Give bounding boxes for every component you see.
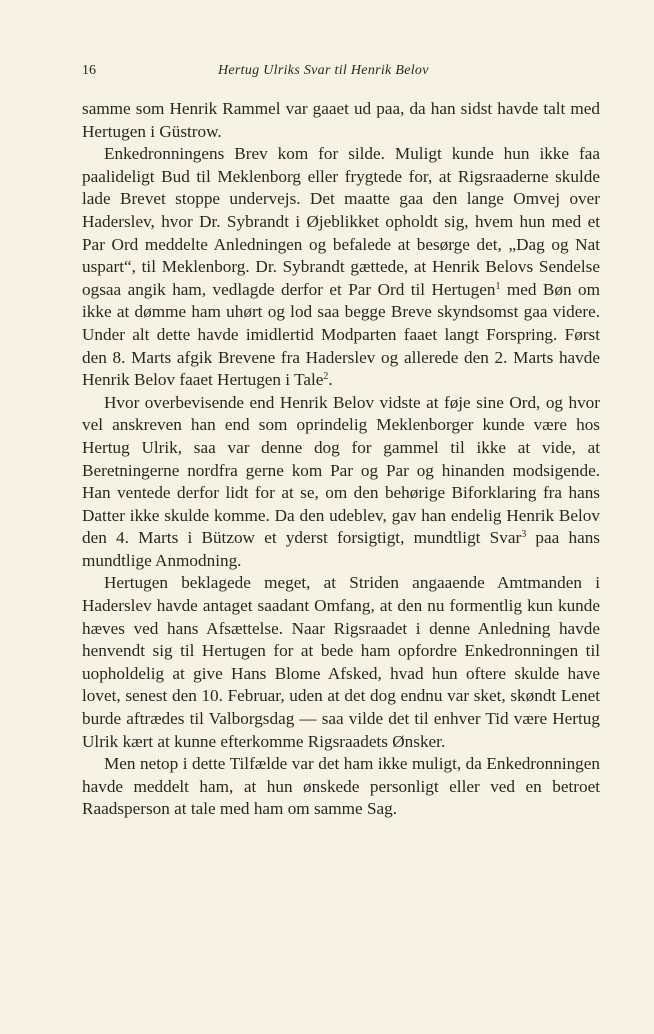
running-title: Hertug Ulriks Svar til Henrik Belov: [218, 63, 429, 78]
paragraph-continuation: samme som Henrik Rammel var gaaet ud paa, da han sidst havde talt med Hertugen i Güstrow.: [82, 99, 600, 141]
paragraph-final: Men netop i dette Tilfælde var det ham ikke muligt, da Enkedronningen havde meddelt ham, at hun ønskede personligt eller ved en betroet Raadsperson at tale med ham om samme Sag.: [82, 754, 600, 819]
paragraph-reply: Hvor overbevisende end Henrik Belov vidste at føje sine Ord, og hvor vel anskreven han end som oprindelig Meklenborger kunde være hos Hertug Ulrik, saa var denne dog for gammel til ikke at vide, at Beretningerne nordfra gerne kom Par og Par og hinanden modsigende. Han ventede derfor lidt for at se, om den behørige Biforklaring fra hans Datter ikke skulde komme. Da den udeblev, gav han endelig Henrik Belov den 4. Marts i Bützow et yderst forsigtigt, mundtligt Svar$^3$ paa hans mundtlige Anmodning.: [82, 392, 601, 570]
paragraph-regret: Hertugen beklagede meget, at Striden angaaende Amtmanden i Haderslev havde antaget saadant Omfang, at den nu formentlig kun kunde hæves ved hans Afsættelse. Naar Rigsraadet i denne Anledning havde henvendt sig til Hertugen for at bede ham opfordre Enkedronningen til uopholdelig at give Hans Blome Afsked, hvad hun oftere skulde have lovet, senest den 10. Februar, uden at det dog endnu var sket, skøndt Lenet burde aftrædes til Valborgsdag — saa vilde det til enhver Tid være Hertug Ulrik kært at kunne efterkomme Rigsraadets Ønsker.: [82, 573, 600, 751]
page-number: 16: [82, 63, 96, 78]
running-head: [82, 63, 602, 83]
body-text: [82, 98, 600, 821]
footnote-marker: 2: [323, 371, 329, 383]
paragraph-letter: Enkedronningens Brev kom for silde. Muligt kunde hun ikke faa paalideligt Bud til Meklenborg eller frygtede for, at Rigsraaderne skulde lade Brevet stoppe undervejs. Det maatte gaa den lange Omvej over Haderslev, hvor Dr. Sybrandt i Øjeblikket opholdt sig, hvem hun med et Par Ord meddelte Anledningen og befalede at besørge det, „Dag og Nat uspart“, til Meklenborg. Dr. Sybrandt gættede, at Henrik Belovs Sendelse ogsaa angik ham, vedlagde derfor et Par Ord til Hertugen$^1$ med Bøn om ikke at dømme ham uhørt og lod saa begge Breve skyndsomst gaa videre. Under alt dette havde imidlertid Modparten faaet langt Forspring. Først den 8. Marts afgik Brevene fra Haderslev og allerede den 2. Marts havde Henrik Belov faaet Hertugen i Tale$^2$.: [82, 144, 600, 390]
footnote-marker: 3: [521, 529, 527, 541]
footnote-marker: 1: [495, 280, 501, 292]
